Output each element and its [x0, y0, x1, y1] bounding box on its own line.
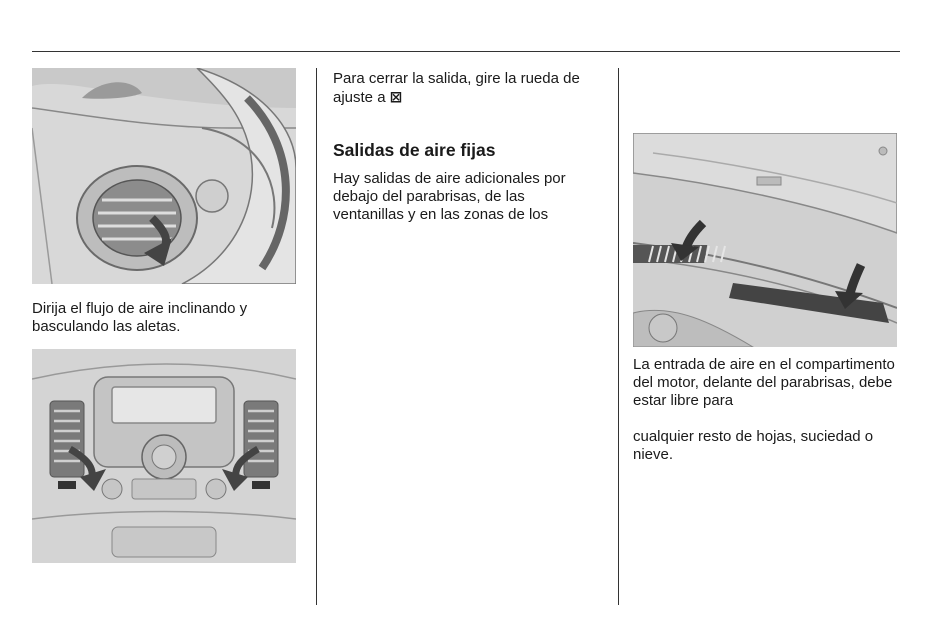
engine-air-inlet-illustration-icon [633, 133, 897, 347]
header-rule [32, 51, 900, 52]
air-inlet-caption: La entrada de aire en el compartimento del motor, delante del parabrisas, debe estar libre para [633, 356, 895, 409]
fixed-vents-paragraph: Hay salidas de aire adicionales por debajo del parabrisas, de las ventanillas y en las zonas de los [333, 170, 566, 223]
close-symbol-icon: ⊠ [389, 88, 403, 106]
close-vent-instruction [333, 70, 605, 107]
vent-direction-caption: Dirija el flujo de aire inclinando y basculando las aletas. [32, 300, 248, 335]
section-heading: Salidas de aire fijas [333, 140, 496, 160]
column-divider-right [618, 68, 619, 605]
side-air-vent-illustration-icon [32, 68, 296, 284]
center-air-vents-illustration-icon [32, 349, 296, 563]
column-divider-left [316, 68, 317, 605]
air-inlet-caption-continued: cualquier resto de hojas, suciedad o nieve. [633, 428, 874, 463]
close-vent-instruction-text: Para cerrar la salida, gire la rueda de ajuste a [333, 70, 580, 106]
